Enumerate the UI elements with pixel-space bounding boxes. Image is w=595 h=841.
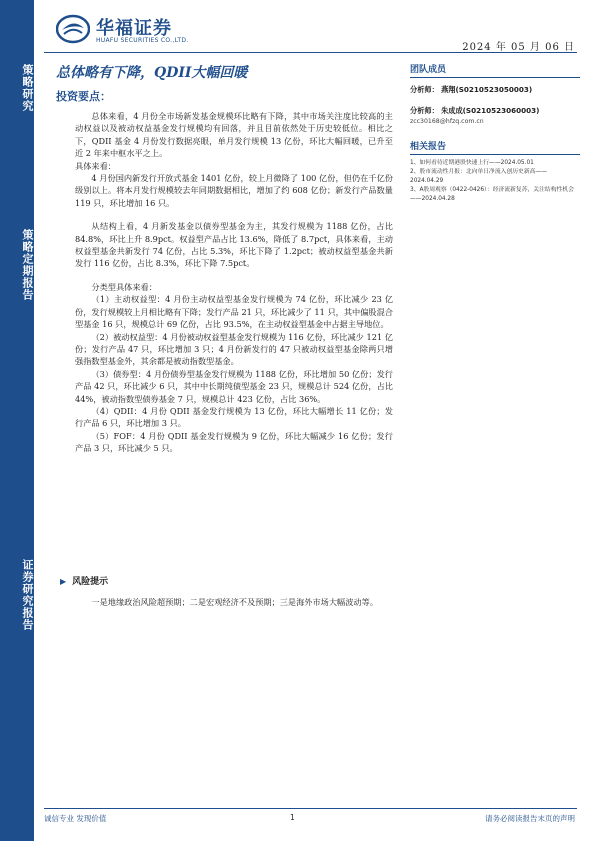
related-report-link[interactable]: 1、如何看待近期港股快速上行——2024.05.01 xyxy=(410,160,534,166)
analyst-entry xyxy=(410,105,580,116)
sidebar xyxy=(0,0,34,841)
main-body xyxy=(75,110,393,455)
body-paragraph: 分类型具体来看： xyxy=(91,281,157,292)
analyst-name: 燕翔(S0210523050003) xyxy=(441,85,533,94)
analyst-entry xyxy=(410,84,580,95)
sidebar-label-research: 证券研究报告 xyxy=(21,559,34,631)
report-date: 2024 年 05 月 06 日 xyxy=(462,42,575,53)
body-paragraph: （3）债券型：4 月份债券型基金发行规模为 1188 亿份，环比增加 50 亿份；发行产品 42 只，环比减少 6 只，其中中长期纯债型基金 23 只，规模总计 524 亿份，占比 44%，被动指数型债券基金 7 只，规模总计 423 亿份，占比 36%。 xyxy=(75,368,393,404)
brand-name-en: HUAFU SECURITIES CO.,LTD. xyxy=(96,37,189,44)
brand-name-cn: 华福证券 xyxy=(96,18,172,39)
report-title: 总体略有下降，QDII大幅回暖 xyxy=(56,65,248,81)
header-divider xyxy=(44,52,577,53)
analyst-role: 分析师： xyxy=(410,85,439,94)
risk-title: 风险提示 xyxy=(72,577,109,587)
section-heading-key-points: 投资要点： xyxy=(56,90,111,103)
body-paragraph: （1）主动权益型：4 月份主动权益型基金发行规模为 74 亿份，环比减少 23 亿份，发行规模较上月相比略有下降；发行产品 21 只，环比减少了 11 只，其中偏股混合型基金 16 只，规模总计 69 亿份，占比 93.5%，在主动权益型基金中占据主导地位。 xyxy=(75,294,393,330)
sidebar-label-strategy: 策略研究 xyxy=(21,64,34,112)
footer-divider xyxy=(44,808,577,809)
body-paragraph: 总体来看，4 月份全市场新发基金规模环比略有下降，其中市场关注度比较高的主动权益以及被动权益基金发行规模均有回落，并且目前依然处于历史较低位。相比之下，QDII 基金 4 月份发行数据亮眼，单月发行规模 13 亿份，环比大幅回暖，已升至近 2 年来中枢水平之上。 xyxy=(75,111,393,159)
analyst-email[interactable]: zcc30168@hfzq.com.cn xyxy=(410,118,484,125)
page-number: 1 xyxy=(290,813,295,822)
right-column xyxy=(410,62,580,204)
risk-heading xyxy=(60,574,108,587)
body-paragraph: （4）QDII：4 月份 QDII 基金发行规模为 13 亿份，环比大幅增长 11 亿份；发行产品 6 只，环比增加 3 只。 xyxy=(75,405,393,429)
body-paragraph: （5）FOF：4 月份 QDII 基金发行规模为 9 亿份，环比大幅减少 16 亿份；发行产品 3 只，环比减少 5 只。 xyxy=(75,430,393,454)
analyst-role: 分析师： xyxy=(410,106,439,115)
body-paragraph: 4 月份国内新发行开放式基金 1401 亿份，较上月微降了 100 亿份，但仍在千亿份级别以上。将本月发行规模较去年同期数据相比，增加了约 608 亿份；新发行产品数量 119 只，环比增加 16 只。 xyxy=(75,173,393,208)
footer-disclaimer: 请务必阅读报告末页的声明 xyxy=(485,814,575,823)
body-paragraph: 具体来看： xyxy=(75,160,116,171)
body-paragraph: （2）被动权益型：4 月份被动权益型基金发行规模为 116 亿份，环比减少 121 亿份；发行产品 47 只，环比增加 3 只；4 月份新发行的 47 只被动权益型基金除两只增强指数型基金外，其余都是被动指数型基金。 xyxy=(75,331,393,367)
team-heading: 团队成员 xyxy=(410,62,580,78)
footer-slogan: 诚信专业 发现价值 xyxy=(44,814,107,823)
analyst-name: 朱成成(S0210523060003) xyxy=(441,106,540,115)
triangle-bullet-icon: ▶ xyxy=(60,576,67,586)
risk-text: 一是地缘政治风险超预期；二是宏观经济不及预期；三是海外市场大幅波动等。 xyxy=(91,597,378,607)
logo-mark-icon xyxy=(56,14,90,44)
related-report-link[interactable]: 3、A股周观察（0422-0426）：经济流新复苏，关注结构性机会——2024.04.28 xyxy=(410,187,574,202)
body-paragraph: 从结构上看，4 月新发基金以债券型基金为主，其发行规模为 1188 亿份，占比 84.8%，环比上升 8.9pct。权益型产品占比 13.6%，降低了 8.7pct，具体来看，主动权益型基金共新发行 74 亿份，占比 5.3%，环比下降了 1.2pct；被动权益型基金共新发行 116 亿份，占比 8.3%，环比下降 7.5pct。 xyxy=(75,221,393,269)
related-report-link[interactable]: 2、股市流动性月报：北向单日净流入创历史新高——2024.04.29 xyxy=(410,169,548,184)
brand-logo xyxy=(56,12,206,48)
sidebar-label-periodic: 策略定期报告 xyxy=(21,229,34,301)
related-reports-heading: 相关报告 xyxy=(410,139,580,155)
